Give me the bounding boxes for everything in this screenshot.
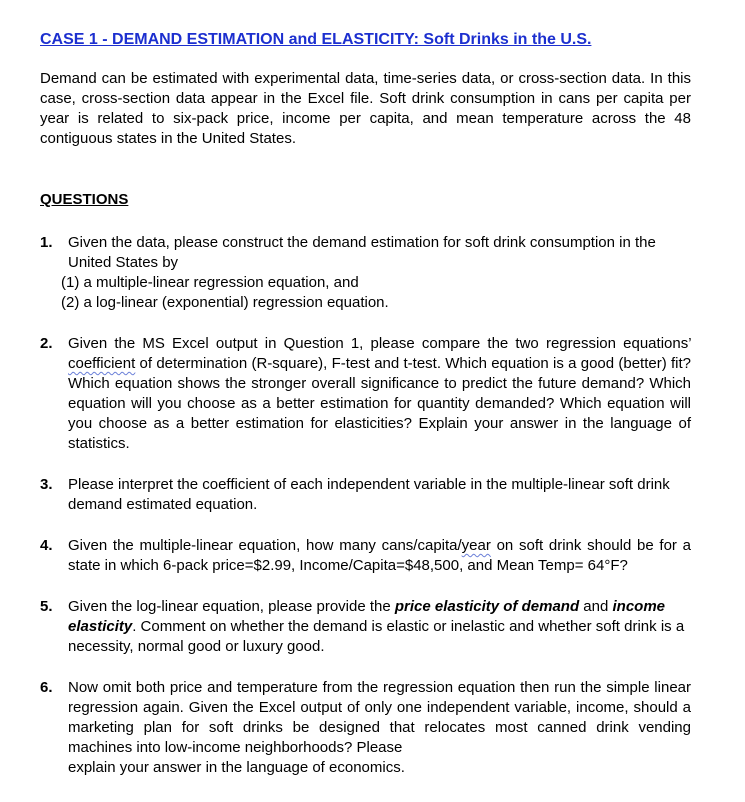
question-text-b: of determination (R-square), F-test and t-test. Which equation is a good (better) fit? Which equation shows the stronger overall significance to predict the future demand? Which equation will you choose as a better estimation for quantity demanded? Which equation will you choose as a better estimation for elasticities? Explain your answer in the language of statistics. — [68, 355, 691, 452]
question-number: 2. — [40, 335, 53, 352]
question-text: Given the data, please construct the demand estimation for soft drink consumption in the United States by — [68, 234, 656, 271]
emphasis-price-elasticity: price elasticity of demand — [394, 598, 580, 615]
sub-item-1: (1) a multiple-linear regression equation, and — [61, 274, 359, 291]
spellcheck-flagged-word: year — [461, 537, 491, 554]
question-text-b: and — [583, 598, 609, 615]
intro-text: Demand can be estimated with experimental data, time-series data, or cross-section data. In this case, cross-section data appear in the Excel file. Soft drink consumption in cans per capita per year is related to six-pack price, income per capita, and mean temperature across the 48 contiguous states in the United States. — [40, 70, 691, 147]
questions-list — [40, 233, 691, 778]
sub-item-2: (2) a log-linear (exponential) regression equation. — [61, 294, 389, 311]
question-number: 5. — [40, 598, 53, 615]
spellcheck-flagged-word: coefficient — [68, 355, 136, 372]
questions-heading: QUESTIONS — [40, 191, 129, 208]
question-1 — [40, 233, 691, 313]
intro-paragraph — [40, 69, 691, 149]
question-text: Please interpret the coefficient of each independent variable in the multiple-linear soft drink demand estimated equation. — [68, 476, 670, 513]
question-number: 3. — [40, 476, 53, 493]
question-text-c: . Comment on whether the demand is elastic or inelastic and whether soft drink is a necessity, normal good or luxury good. — [68, 618, 685, 655]
question-5 — [40, 597, 691, 657]
question-text-a: Given the multiple-linear equation, how many cans/capita/ — [68, 537, 462, 554]
question-6 — [40, 678, 691, 778]
question-text-b: on soft drink should be for a state in which 6-pack price=$2.99, Income/Capita=$48,500, and Mean Temp= 64°F? — [68, 537, 691, 574]
question-3 — [40, 475, 691, 515]
question-2 — [40, 334, 691, 454]
question-4 — [40, 536, 691, 576]
question-number: 6. — [40, 679, 53, 696]
question-text-a: Given the MS Excel output in Question 1, please compare the two regression equations’ — [68, 335, 691, 352]
document-page — [40, 30, 691, 778]
page-title: CASE 1 - DEMAND ESTIMATION and ELASTICITY: Soft Drinks in the U.S. — [40, 31, 592, 48]
emphasis-income-elasticity: income elasticity — [68, 598, 666, 635]
question-text-last: explain your answer in the language of economics. — [68, 759, 405, 776]
question-text-a: Given the log-linear equation, please provide the — [68, 598, 391, 615]
question-number: 1. — [40, 234, 53, 251]
question-text: Now omit both price and temperature from the regression equation then run the simple linear regression again. Given the Excel output of only one independent variable, income, should a marketing plan for soft drinks be designed that relocates most canned drink vending machines into low-income neighborhoods? Please — [68, 679, 691, 756]
question-number: 4. — [40, 537, 53, 554]
